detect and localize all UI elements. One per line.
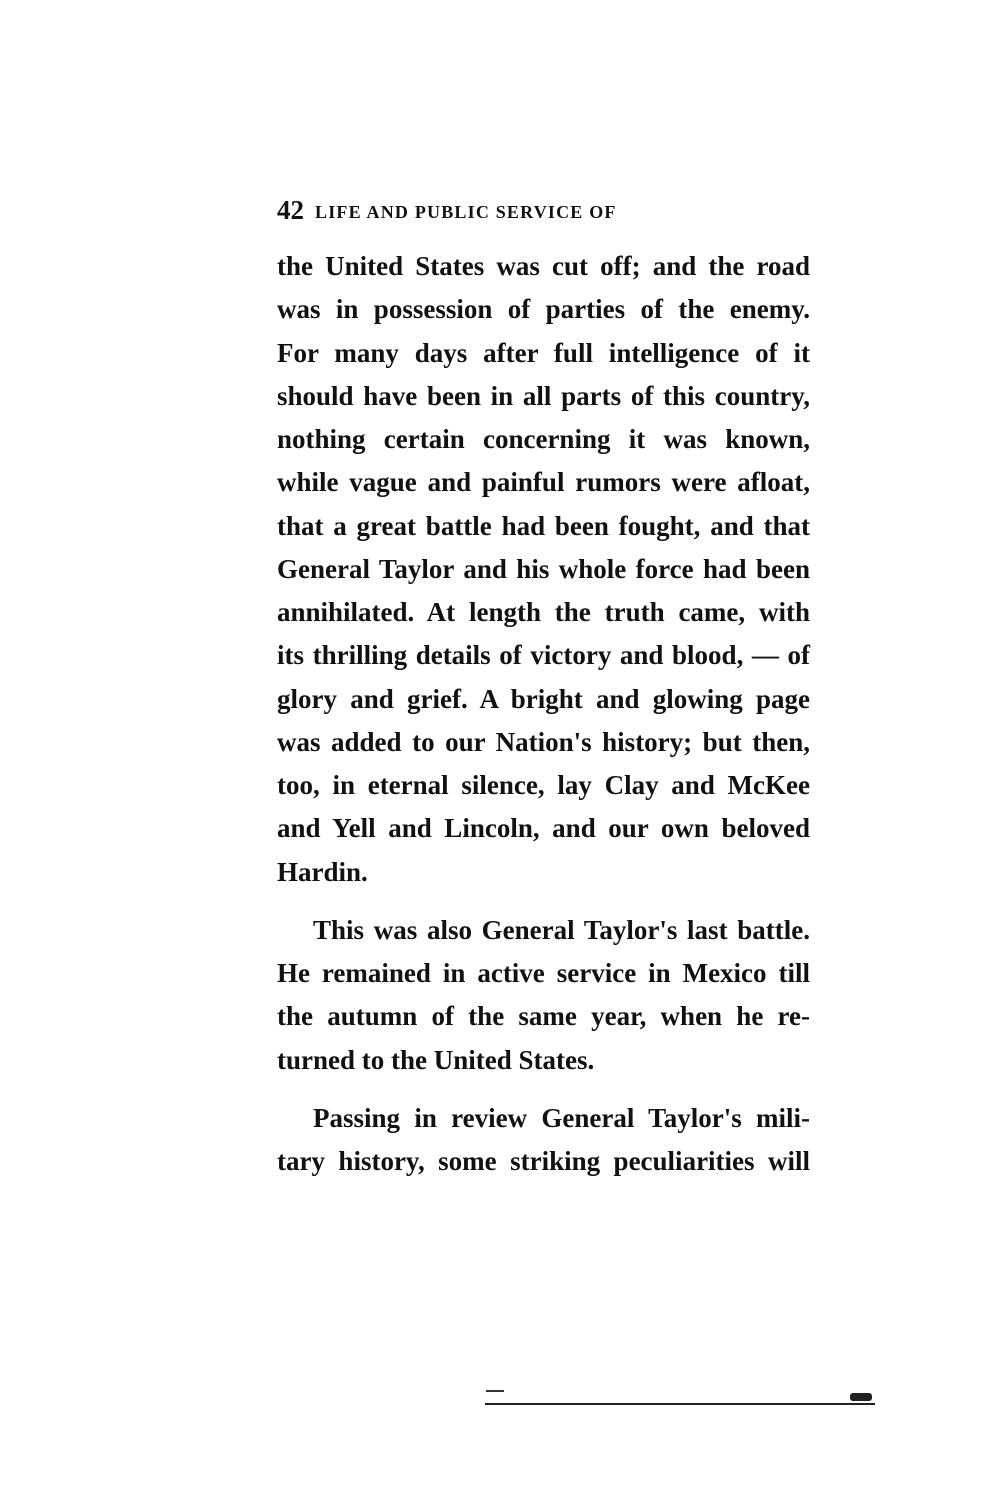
- text-line: turned to the United States.: [277, 1045, 595, 1075]
- text-line: Passing in review General Taylor's mili-: [313, 1103, 810, 1133]
- text-line: while vague and painful rumors were afloat,: [277, 467, 810, 497]
- text-line: General Taylor and his whole force had been: [277, 554, 810, 584]
- text-line: should have been in all parts of this country,: [277, 381, 810, 411]
- text-line: was added to our Nation's history; but then,: [277, 727, 810, 757]
- text-line: the United States was cut off; and the road: [277, 251, 810, 281]
- text-line: For many days after full intelligence of it: [277, 338, 810, 368]
- text-line: too, in eternal silence, lay Clay and McKee: [277, 770, 810, 800]
- text-line: was in possession of parties of the enemy.: [277, 294, 810, 324]
- text-line: annihilated. At length the truth came, with: [277, 597, 810, 627]
- text-line: tary history, some striking peculiarities will: [277, 1146, 810, 1176]
- running-header: [277, 195, 767, 225]
- text-line: glory and grief. A bright and glowing page: [277, 684, 810, 714]
- text-line: the autumn of the same year, when he re-: [277, 1001, 810, 1031]
- running-title: LIFE AND PUBLIC SERVICE OF: [315, 202, 617, 222]
- text-line: its thrilling details of victory and blood, — of: [277, 640, 810, 670]
- page-number: 42: [277, 195, 304, 225]
- text-line: and Yell and Lincoln, and our own beloved: [277, 813, 810, 843]
- text-line: He remained in active service in Mexico till: [277, 958, 810, 988]
- text-line: This was also General Taylor's last battle.: [313, 915, 810, 945]
- text-line: that a great battle had been fought, and that: [277, 511, 810, 541]
- scan-artifact: [850, 1393, 872, 1401]
- text-line: nothing certain concerning it was known,: [277, 424, 810, 454]
- text-line: Hardin.: [277, 857, 368, 887]
- footer-rule: [485, 1403, 875, 1405]
- scan-artifact: [486, 1390, 504, 1398]
